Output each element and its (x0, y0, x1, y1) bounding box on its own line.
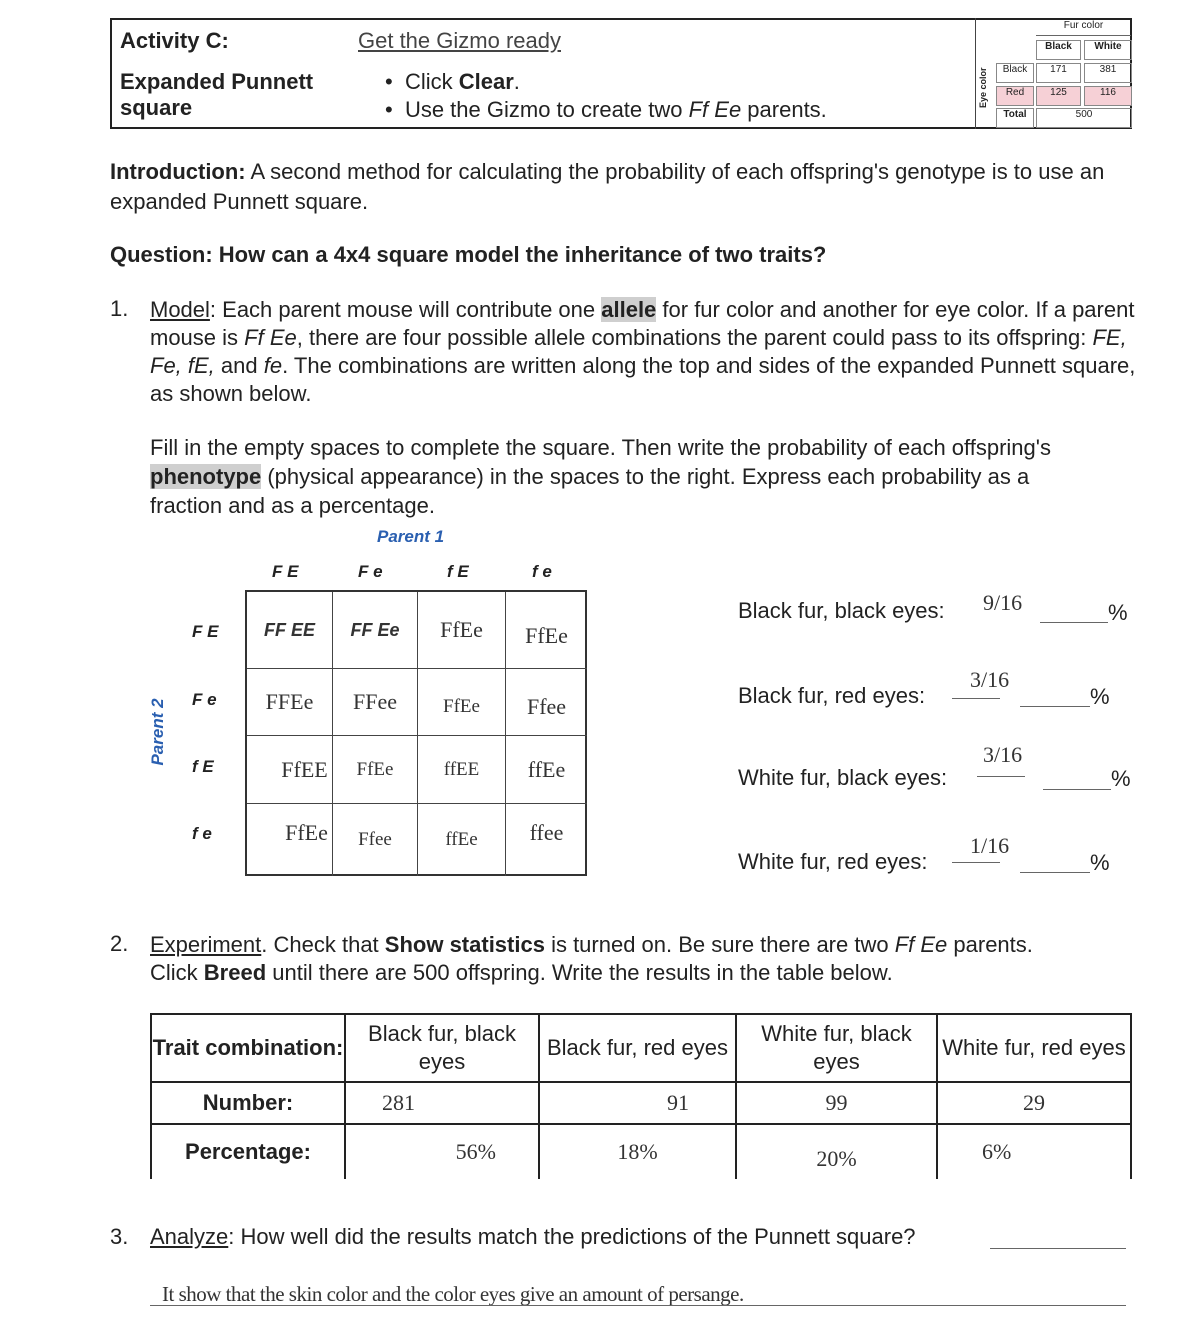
activity-title: Expanded Punnett square (120, 69, 314, 120)
bullet-clear: • Click Clear. (385, 69, 520, 94)
prob-fraction-black-red: 3/16 (970, 667, 1010, 692)
introduction-paragraph: Introduction: A second method for calculating the probability of each offspring's genotype is to use an expanded Punnett square. (110, 159, 1105, 214)
punnett-cell: FfEe (506, 592, 587, 669)
punnett-cell: Ffee (333, 804, 418, 876)
column-header: Black fur, black eyes (345, 1014, 539, 1082)
prob-pct-blank (1020, 706, 1090, 707)
prob-label-white-red: White fur, red eyes: (738, 849, 928, 874)
punnett-cell: ffEE (418, 736, 506, 804)
punnett-cell: Ffee (506, 669, 587, 736)
prob-label-black-black: Black fur, black eyes: (738, 598, 945, 623)
column-header: Black fur, red eyes (539, 1014, 736, 1082)
row-label-trait: Trait combination: (151, 1014, 345, 1082)
column-header: White fur, red eyes (937, 1014, 1131, 1082)
punnett-cell: FFee (333, 669, 418, 736)
row-label-number: Number: (151, 1082, 345, 1124)
table-row (151, 1082, 1131, 1124)
table-cell: 91 (539, 1082, 736, 1124)
prob-fraction-white-black: 3/16 (983, 742, 1023, 767)
side-header-FE: F E (192, 622, 219, 641)
prob-label-white-black: White fur, black eyes: (738, 765, 948, 790)
activity-label: Activity C: (120, 28, 229, 53)
punnett-cell: FFEe (247, 669, 333, 736)
table-cell: 29 (937, 1082, 1131, 1124)
prob-pct-blank (1040, 622, 1108, 623)
punnett-cell: FF EE (247, 592, 333, 669)
get-ready-heading: Get the Gizmo ready (358, 28, 561, 53)
q2-experiment-paragraph: Experiment. Check that Show statistics is turned on. Be sure there are two Ff Ee parents. Click Breed until there are 500 offspring. Write the results in the table below. (150, 932, 1033, 985)
top-header-FE: F E (272, 562, 299, 581)
punnett-cell: FfEe (418, 592, 506, 669)
punnett-cell: FfEe (418, 669, 506, 736)
punnett-cell: ffEe (506, 736, 587, 804)
top-header-fE: f E (447, 562, 469, 581)
row-label-percentage: Percentage: (151, 1124, 345, 1179)
prob-fraction-white-red: 1/16 (970, 833, 1010, 858)
punnett-cell: ffee (529, 820, 564, 845)
parent2-label: Parent 2 (148, 698, 167, 766)
prob-pct-blank (1020, 872, 1090, 873)
side-header-Fe: F e (192, 690, 217, 709)
q2-number: 2. (110, 931, 129, 956)
q3-handwritten-answer: It show that the skin color and the color eyes give an amount of persange. (162, 1282, 744, 1306)
bullet-create-parents: • Use the Gizmo to create two Ff Ee parents. (385, 97, 827, 122)
punnett-cell: FfEE (247, 736, 333, 804)
prob-label-black-red: Black fur, red eyes: (738, 683, 926, 708)
q1-model-paragraph: Model: Each parent mouse will contribute one allele for fur color and another for eye color. If a parent mouse is Ff Ee, there are four possible allele combinations the parent could pass to its offspring: FE, Fe, fE, and fe. The combinations are written along the top and sides of the expanded Punnett square, as shown below. (150, 297, 1136, 406)
column-header: White fur, black eyes (736, 1014, 937, 1082)
parent1-label: Parent 1 (377, 527, 445, 546)
prob-fraction-black-black: 9/16 (983, 590, 1023, 615)
top-header-Fe: F e (358, 562, 383, 581)
table-cell: 20% (736, 1124, 937, 1179)
prob-pct-blank (1043, 789, 1111, 790)
q1-number: 1. (110, 296, 129, 321)
side-header-fe: f e (192, 824, 212, 843)
punnett-square (245, 590, 587, 876)
side-header-fE: f E (192, 757, 214, 776)
table-row (151, 1124, 1131, 1179)
table-row (151, 1014, 1131, 1082)
punnett-cell: FfEe (333, 736, 418, 804)
question-heading: Question: How can a 4x4 square model the inheritance of two traits? (110, 242, 827, 267)
table-cell: 6% (937, 1124, 1131, 1179)
punnett-cell: FF Ee (333, 592, 418, 669)
top-header-fe: f e (532, 562, 552, 581)
q3-number: 3. (110, 1224, 129, 1249)
table-cell: 99 (736, 1082, 937, 1124)
answer-line (150, 1305, 1126, 1306)
mini-results-thumbnail: Eye color Fur color Black White Black Red Total 171 381 125 116 500 (975, 18, 1132, 129)
punnett-cell: ffEe (418, 804, 506, 876)
q1-instructions-paragraph: Fill in the empty spaces to complete the square. Then write the probability of each offspring's phenotype (physical appearance) in the spaces to the right. Express each probability as a fraction and as a percentage. (150, 435, 1051, 518)
punnett-cell: FfEe (247, 804, 333, 876)
q3-analyze-question: Analyze: How well did the results match the predictions of the Punnett square? (150, 1224, 916, 1249)
table-cell: 281 (345, 1082, 539, 1124)
table-cell: 18% (539, 1124, 736, 1179)
results-table (150, 1013, 1132, 1179)
table-cell: 56% (345, 1124, 539, 1179)
